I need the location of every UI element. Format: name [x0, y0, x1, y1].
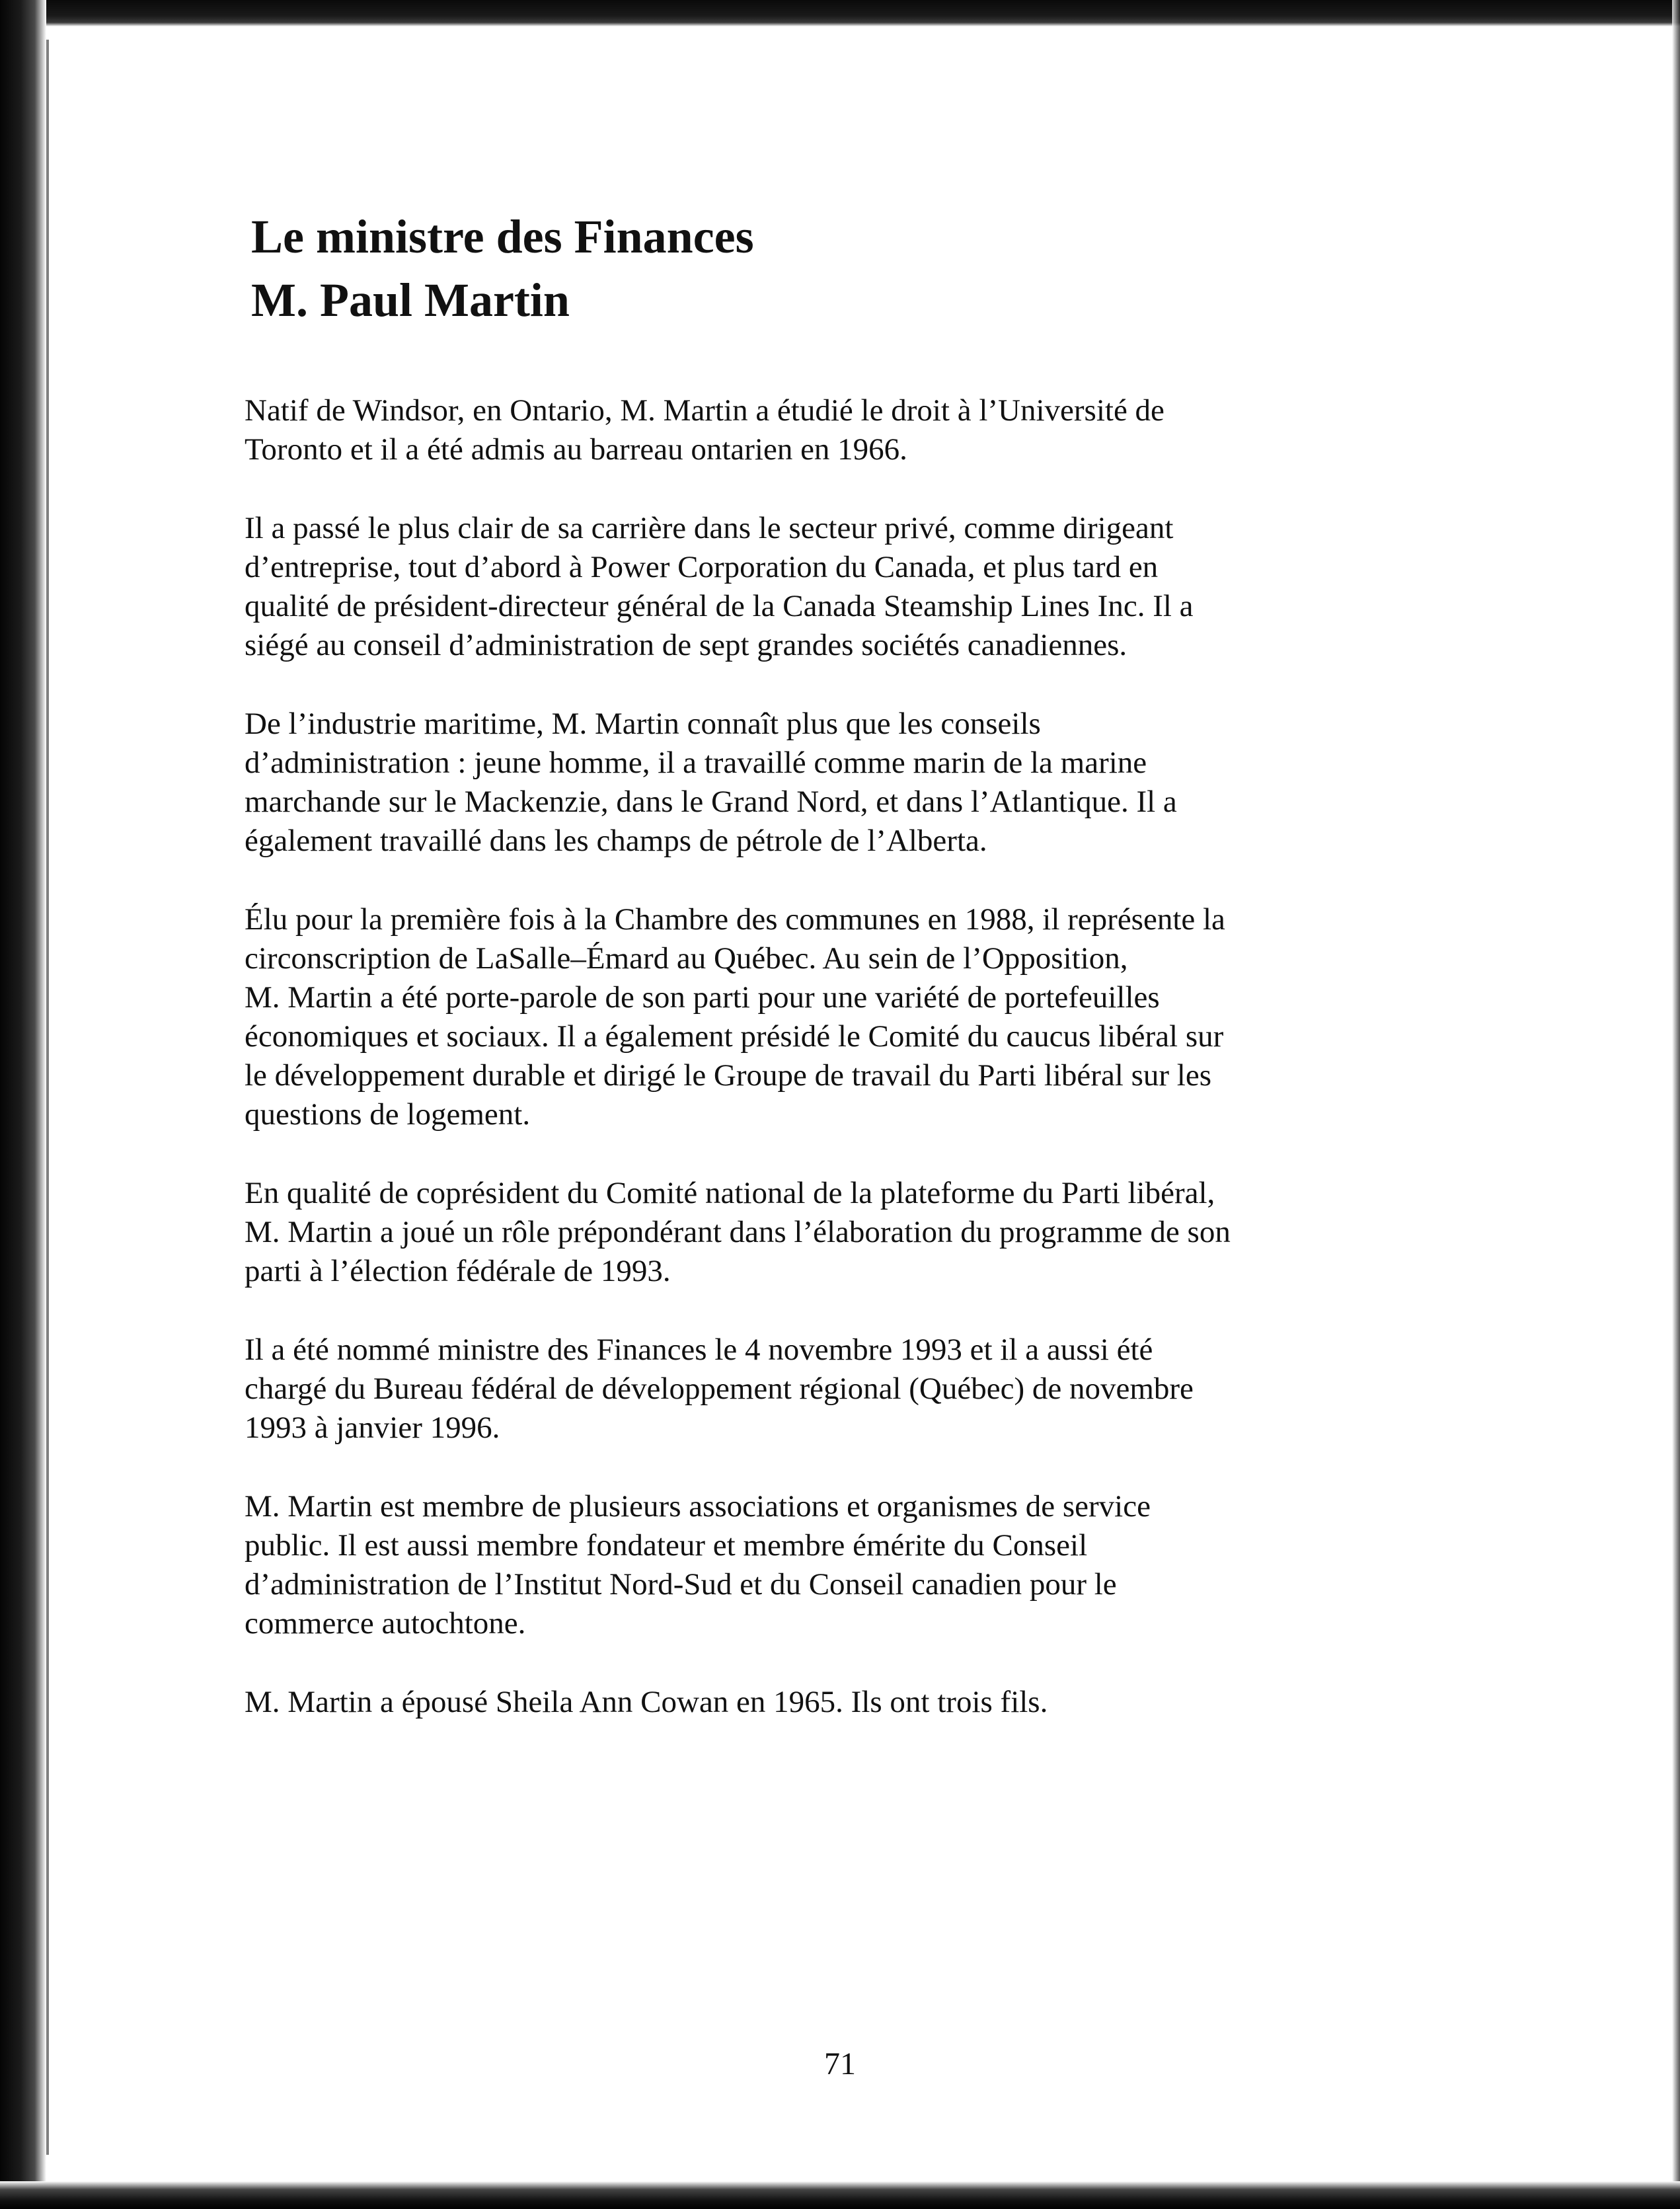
title-person: M. Paul Martin: [251, 274, 570, 327]
page-title: [251, 205, 1335, 332]
scan-border-top: [0, 0, 1680, 26]
paragraph-family: M. Martin a épousé Sheila Ann Cowan en 1965. Ils ont trois fils.: [245, 1685, 1048, 1719]
scan-border-right: [1672, 0, 1680, 2209]
scan-binding-line: [46, 40, 49, 2155]
scan-border-left: [0, 0, 46, 2209]
paragraph-platform: En qualité de coprésident du Comité national de la plateforme du Parti libéral, M. Martin a joué un rôle prépondérant dans l’élaboration du programme de son parti à l’élection fédérale de 1993.: [245, 1176, 1231, 1288]
paragraph-origin: Natif de Windsor, en Ontario, M. Martin a étudié le droit à l’Université de Toronto et il a été admis au barreau ontarien en 1966.: [245, 393, 1165, 467]
paragraph-election: Élu pour la première fois à la Chambre des communes en 1988, il représente la circonscription de LaSalle–Émard au Québec. Au sein de l’Opposition, M. Martin a été porte-parole de son parti pour une variété de portefeuilles économiques et sociaux. Il a également présidé le Comité du caucus libéral sur le développement durable et dirigé le Groupe de travail du Parti libéral sur les questions de logement.: [245, 902, 1225, 1132]
page-content: [245, 205, 1335, 1762]
paragraph-maritime: De l’industrie maritime, M. Martin connaît plus que les conseils d’administration : jeune homme, il a travaillé comme marin de la marine marchande sur le Mackenzie, dans le Grand Nord, et dans l’Atlantique. Il a également travaillé dans les champs de pétrole de l’Alberta.: [245, 707, 1177, 858]
scan-border-bottom: [0, 2181, 1680, 2209]
paragraph-appointment: Il a été nommé ministre des Finances le 4 novembre 1993 et il a aussi été chargé du Bureau fédéral de développement régional (Québec) de novembre 1993 à janvier 1996.: [245, 1333, 1194, 1445]
paragraph-career: Il a passé le plus clair de sa carrière dans le secteur privé, comme dirigeant d’entreprise, tout d’abord à Power Corporation du Canada, et plus tard en qualité de président-directeur général de la Canada Steamship Lines Inc. Il a siégé au conseil d’administration de sept grandes sociétés canadiennes.: [245, 511, 1194, 662]
biography-body: [245, 391, 1335, 1722]
paragraph-associations: M. Martin est membre de plusieurs associations et organismes de service public. Il est aussi membre fondateur et membre émérite du Conseil d’administration de l’Institut Nord-Sud et du Conseil canadien pour le commerce autochtone.: [245, 1489, 1151, 1641]
title-role: Le ministre des Finances: [251, 210, 754, 263]
page-number: 71: [824, 2046, 856, 2081]
